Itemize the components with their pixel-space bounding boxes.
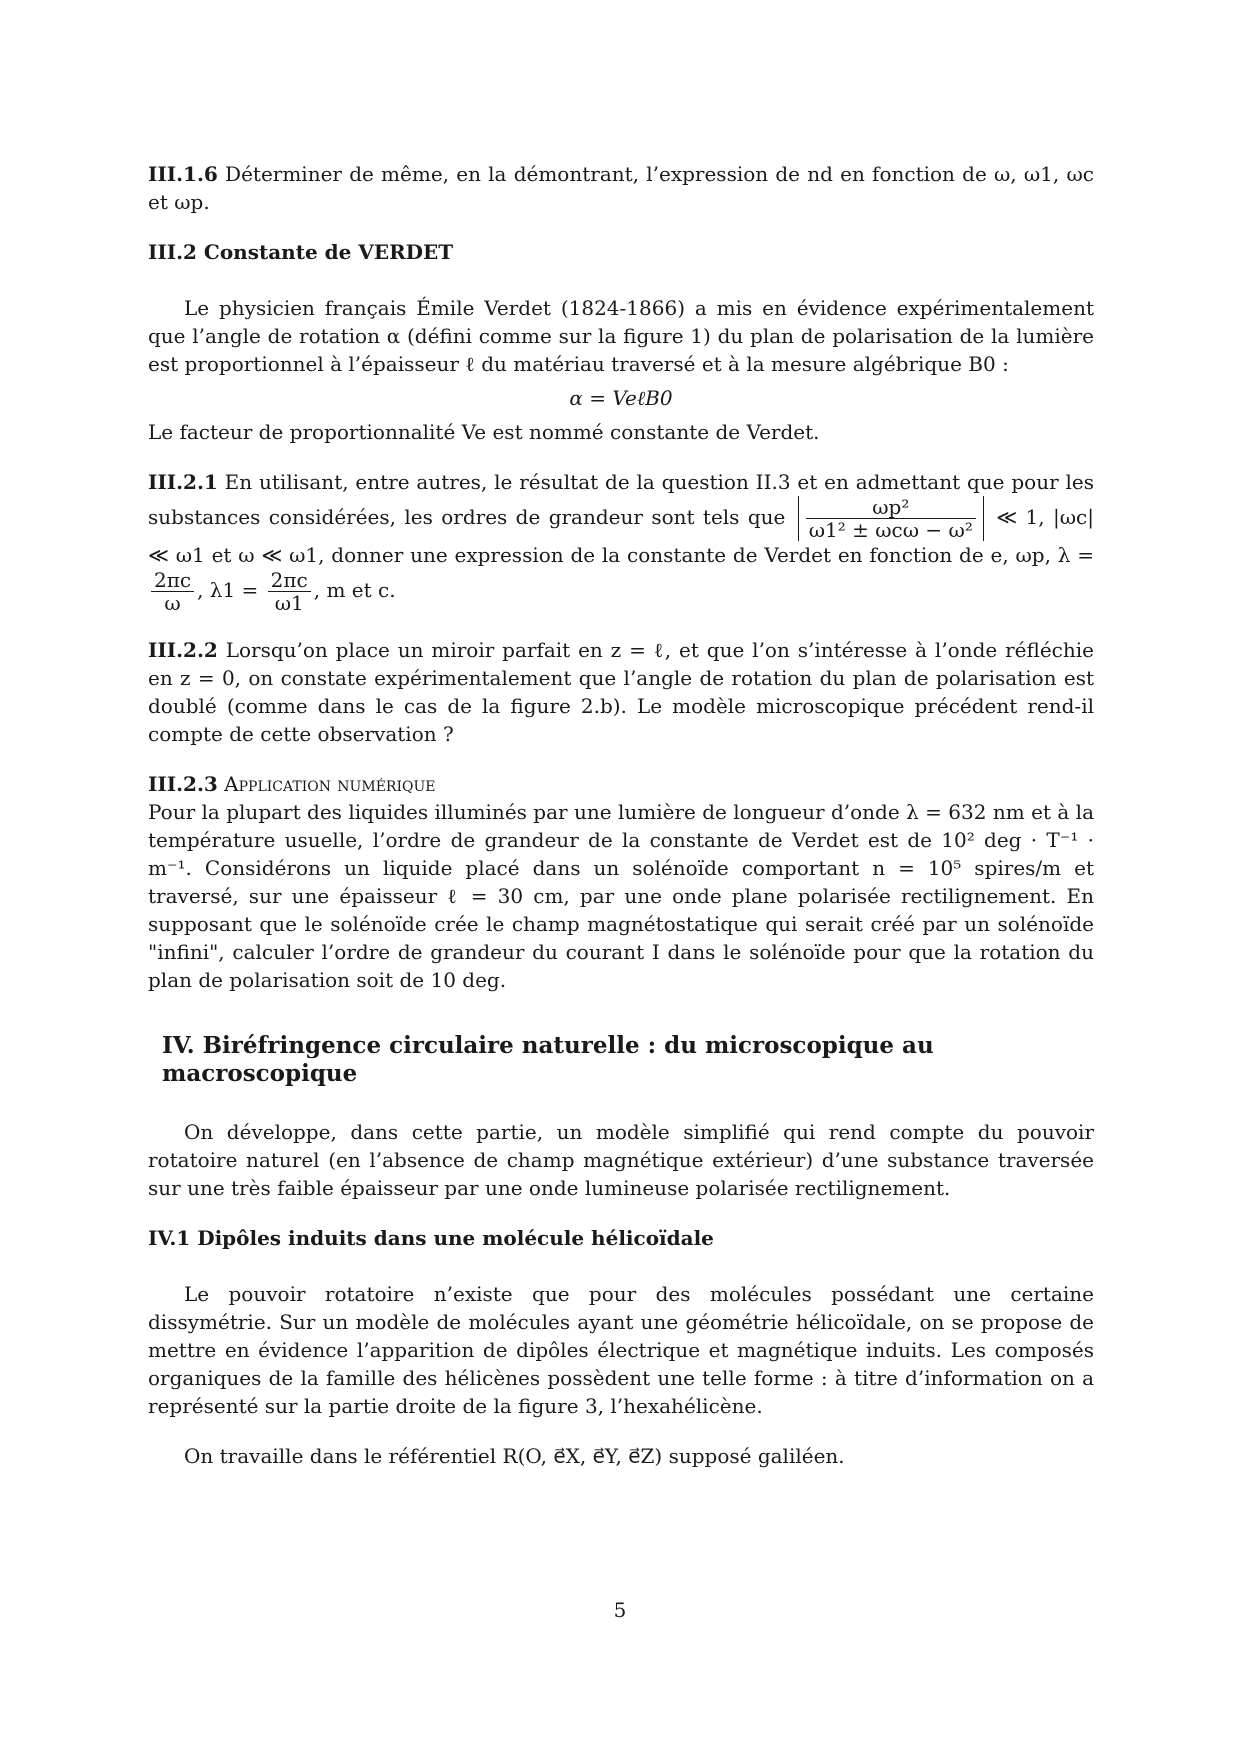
question-3-2-2 xyxy=(148,636,1094,748)
lambda1-denominator: ω1 xyxy=(274,591,304,615)
question-3-1-6 xyxy=(148,160,1094,216)
question-text: Lorsqu’on place un miroir parfait en z = ℓ, et que l’on s’intéresse à l’onde réfléchie en z = 0, on constate expérimentalement que l’angle de rotation du plan de polarisation est doublé (comme dans le cas de la figure 2.b). Le modèle microscopique précédent rend-il compte de cette observation ? xyxy=(148,638,1094,746)
absolute-value-fraction xyxy=(798,496,984,541)
question-text: Déterminer de même, en la démontrant, l’expression de nd en fonction de ω, ω1, ωc et ωp. xyxy=(148,162,1094,214)
lambda-denominator: ω xyxy=(164,591,181,615)
lambda1-numerator: 2πc xyxy=(268,569,311,592)
paragraph-verdet-constant: Le facteur de proportionnalité Ve est nommé constante de Verdet. xyxy=(148,420,820,444)
fraction-denominator: ω1² ± ωcω − ω² xyxy=(808,518,973,542)
equation-text: α = VeℓB0 xyxy=(569,386,673,410)
equation-alpha xyxy=(148,384,1094,412)
page-number: 5 xyxy=(613,1598,627,1622)
section-heading-4-1: IV.1 Dipôles induits dans une molécule hélicoïdale xyxy=(148,1226,714,1250)
question-text-d: , m et c. xyxy=(313,578,396,602)
question-3-2-1 xyxy=(148,468,1094,614)
lambda1-fraction xyxy=(268,569,311,614)
section-heading-3-2: III.2 Constante de VERDET xyxy=(148,240,454,264)
paragraph-verdet-intro: Le physicien français Émile Verdet (1824-1866) a mis en évidence expérimentalement que l’angle de rotation α (défini comme sur la figure 1) du plan de polarisation de la lumière est proportionnel à l’épaisseur ℓ du matériau traversé et à la mesure algébrique B0 : xyxy=(148,296,1094,376)
paragraph-helicenes: Le pouvoir rotatoire n’existe que pour des molécules possédant une certaine dissymétrie. Sur un modèle de molécules ayant une géométrie hélicoïdale, on se propose de mettre en évidence l’apparition de dipôles électrique et magnétique induits. Les composés organiques de la famille des hélicènes possèdent une telle forme : à titre d’information on a représenté sur la partie droite de la figure 3, l’hexahélicène. xyxy=(148,1282,1094,1418)
fraction-numerator: ωp² xyxy=(806,496,976,519)
question-text-b: ≪ 1, |ωc| ≪ ω1 et ω ≪ ω1, donner une expression de la constante de Verdet en fonction de e, ωp, λ = xyxy=(148,505,1094,567)
question-text-c: , λ1 = xyxy=(197,578,259,602)
question-text-a: En utilisant, entre autres, le résultat de la question II.3 et en admettant que pour les substances considérées, les ordres de grandeur sont tels que xyxy=(148,470,1094,529)
question-3-2-3-heading xyxy=(148,770,1094,798)
question-heading: Application numérique xyxy=(217,772,436,796)
question-label: III.2.2 xyxy=(148,638,218,662)
question-3-2-3-text: Pour la plupart des liquides illuminés par une lumière de longueur d’onde λ = 632 nm et à la température usuelle, l’ordre de grandeur de la constante de Verdet est de 10² deg · T⁻¹ · m⁻¹. Considérons un liquide placé dans un solénoïde comportant n = 10⁵ spires/m et traversé, sur une épaisseur ℓ = 30 cm, par une onde plane polarisée rectilignement. En supposant que le solénoïde crée le champ magnétostatique qui serait créé par un solénoïde "infini", calculer l’ordre de grandeur du courant I dans le solénoïde pour que la rotation du plan de polarisation soit de 10 deg. xyxy=(148,800,1094,992)
part-heading-4: IV. Biréfringence circulaire naturelle : du microscopique au macroscopique xyxy=(162,1032,934,1087)
lambda-fraction xyxy=(151,569,194,614)
paragraph-part-4-intro: On développe, dans cette partie, un modèle simplifié qui rend compte du pouvoir rotatoire naturel (en l’absence de champ magnétique extérieur) d’une substance traversée sur une très faible épaisseur par une onde lumineuse polarisée rectilignement. xyxy=(148,1120,1094,1200)
question-label: III.2.3 xyxy=(148,772,218,796)
lambda-numerator: 2πc xyxy=(151,569,194,592)
document-page xyxy=(148,160,1094,1470)
question-label: III.1.6 xyxy=(148,162,218,186)
fraction xyxy=(806,496,976,541)
question-label: III.2.1 xyxy=(148,470,218,494)
paragraph-referential: On travaille dans le référentiel R(O, e⃗X, e⃗Y, e⃗Z) supposé galiléen. xyxy=(184,1444,845,1468)
